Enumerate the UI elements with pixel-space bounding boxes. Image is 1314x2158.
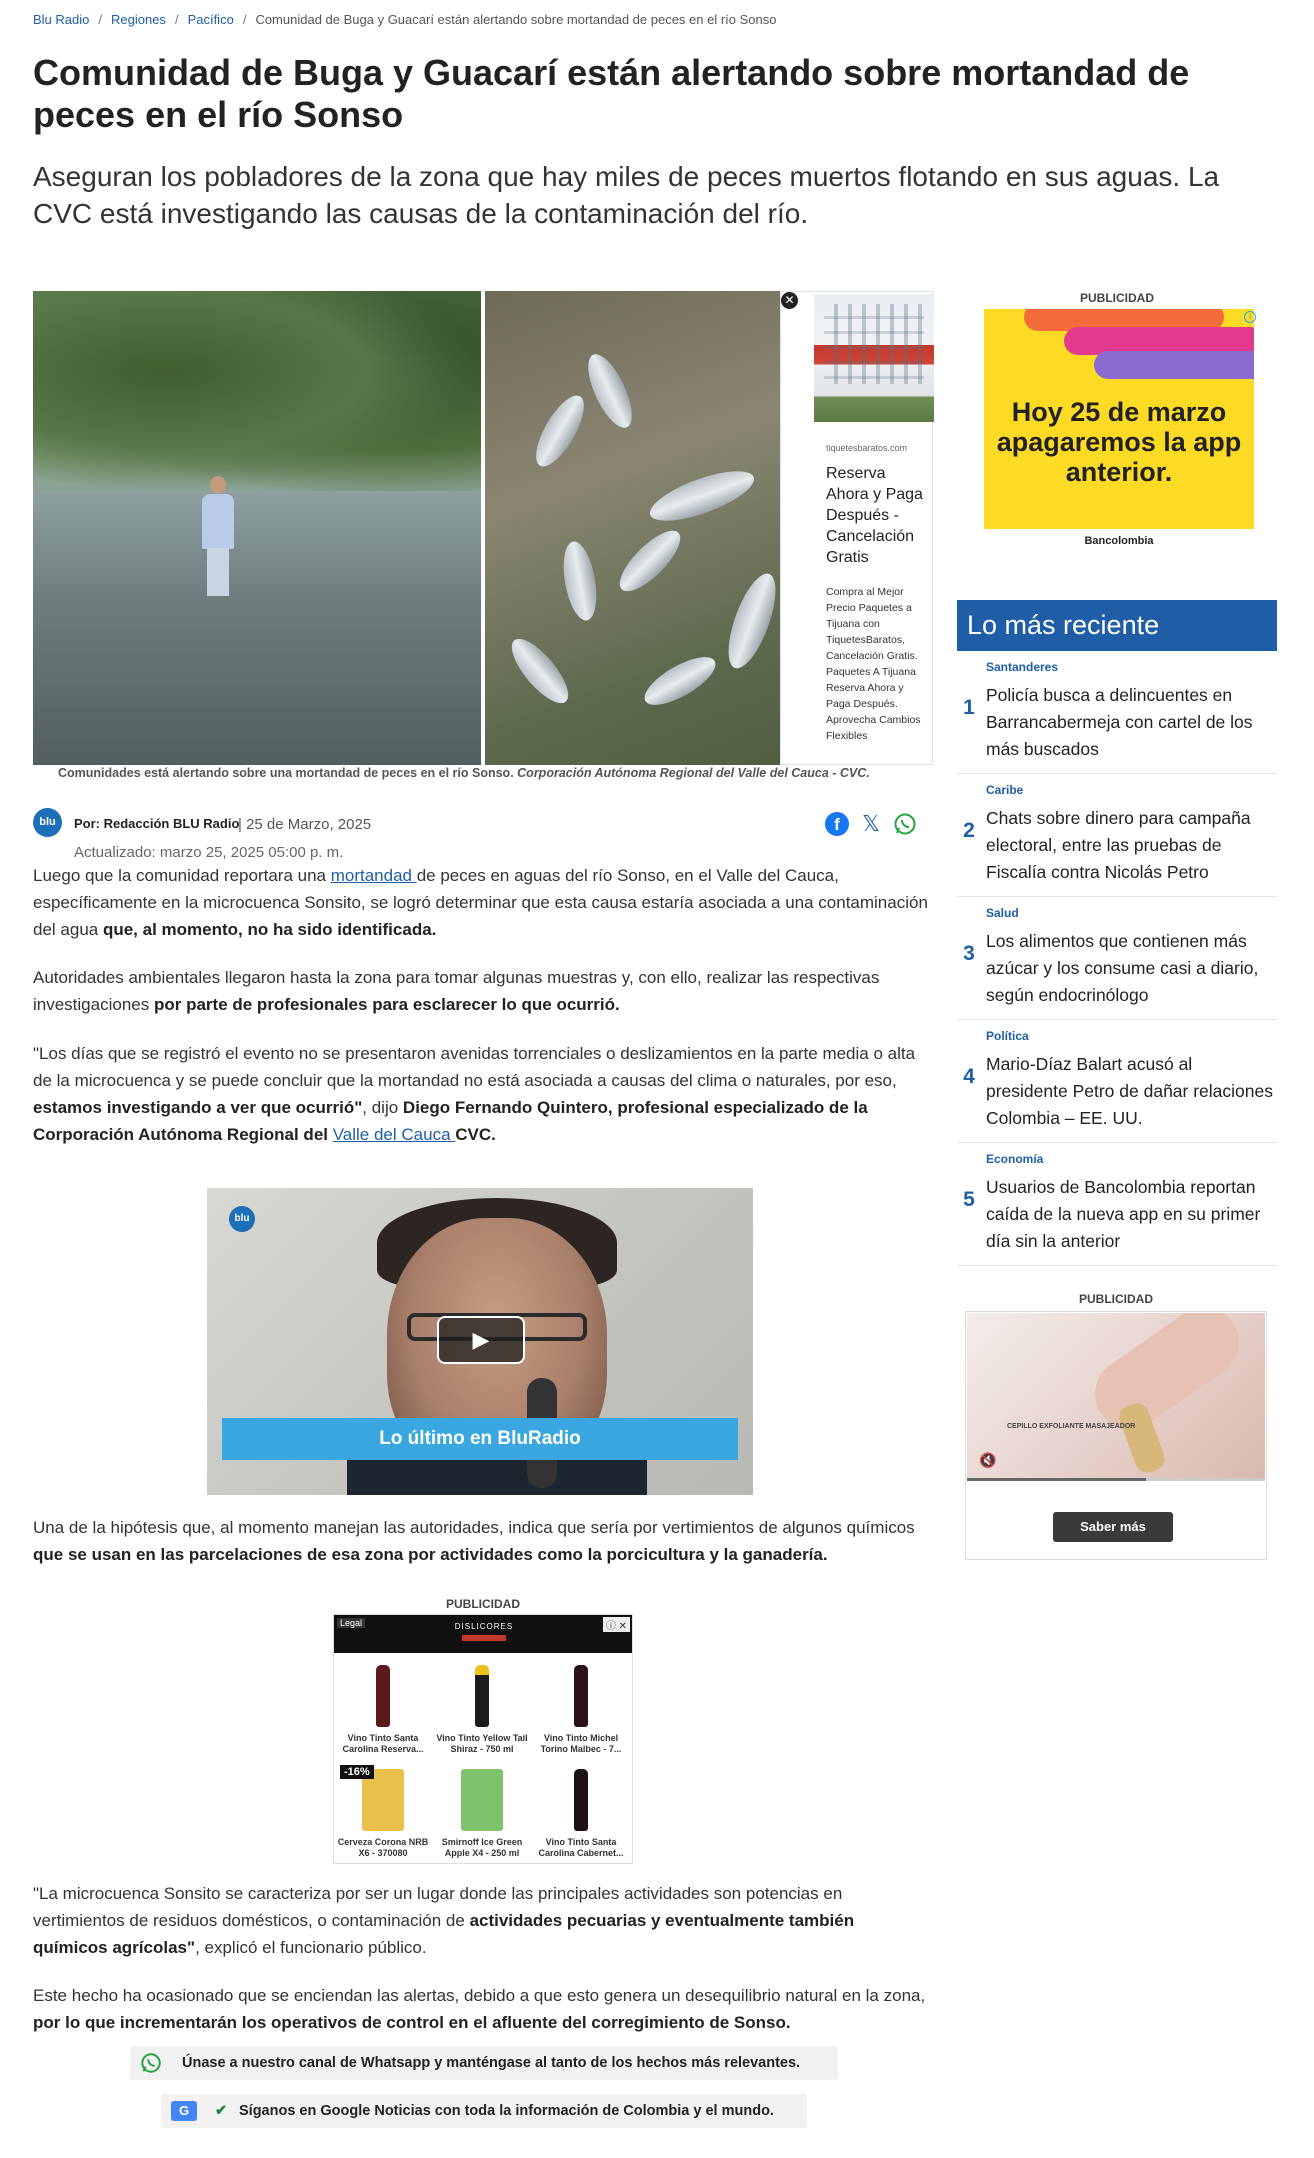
p5-bold: actividades pecuarias y eventualmente también químicos agrícolas" xyxy=(33,1911,855,1957)
p6-text: Este hecho ha ocasionado que se enciendan las alertas, debido a que esto genera un desequilibrio natural en la zona, xyxy=(33,1986,926,2005)
p3-bold-3: CVC. xyxy=(455,1125,496,1144)
byline xyxy=(33,808,933,861)
breadcrumb-pacifico[interactable]: Pacífico xyxy=(187,12,234,27)
recent-heading: Lo más reciente xyxy=(957,600,1277,651)
play-button[interactable]: ▶ xyxy=(437,1316,525,1364)
whatsapp-channel-banner[interactable] xyxy=(130,2046,838,2080)
x-share-icon[interactable]: 𝕏 xyxy=(862,811,880,836)
person-legs xyxy=(207,548,229,596)
p2-text: Autoridades ambientales llegaron hasta la zona para tomar algunas muestras y, con ello, realizar las respectivas investigaciones xyxy=(33,968,880,1014)
bancolombia-message: Hoy 25 de marzo apagaremos la app anterior. xyxy=(996,397,1242,487)
video-progress-bar[interactable] xyxy=(967,1478,1265,1481)
item-number: 5 xyxy=(963,1188,975,1211)
product-tile[interactable] xyxy=(433,1761,531,1861)
bancolombia-banner xyxy=(984,309,1254,529)
breadcrumb xyxy=(33,12,777,27)
person-in-river xyxy=(198,476,238,596)
wine-bottle-icon xyxy=(475,1665,489,1727)
p1-bold: que, al momento, no ha sido identificada. xyxy=(102,920,437,939)
stripe-shape xyxy=(1094,351,1254,379)
wine-bottle-icon xyxy=(574,1665,588,1727)
exfoliant-ad-box xyxy=(965,1311,1267,1560)
recent-item[interactable] xyxy=(957,897,1277,1020)
link-mortandad[interactable]: mortandad xyxy=(330,866,417,885)
fish-shape xyxy=(611,522,689,600)
trees-shape xyxy=(33,291,481,491)
blu-logo: blu xyxy=(33,808,62,837)
p3-bold-2: Diego Fernando Quintero, profesional especializado de la Corporación Autónoma Regional del xyxy=(33,1098,868,1144)
paragraph-6 xyxy=(33,1982,933,2036)
item-headline[interactable]: Usuarios de Bancolombia reportan caída de la nueva app en su primer día sin la anterior xyxy=(986,1177,1261,1251)
product-tile[interactable] xyxy=(532,1657,630,1757)
image-caption xyxy=(58,766,928,780)
caption-text: Comunidades está alertando sobre una mortandad de peces en el río Sonso. xyxy=(58,766,514,780)
p3-text-2: , dijo xyxy=(362,1098,403,1117)
recent-item[interactable] xyxy=(957,774,1277,897)
item-category[interactable]: Política xyxy=(986,1029,1029,1043)
product-name: Vino Tinto Yellow Tail Shiraz - 750 ml xyxy=(436,1733,528,1754)
product-tile[interactable] xyxy=(532,1761,630,1861)
check-icon: ✔ xyxy=(215,2103,228,2119)
breadcrumb-blu-radio[interactable]: Blu Radio xyxy=(33,12,90,27)
video-player[interactable] xyxy=(207,1188,753,1495)
p6-bold: por lo que incrementarán los operativos de control en el afluente del corregimiento de Sonso. xyxy=(33,2013,791,2032)
smirnoff-pack-icon xyxy=(461,1769,503,1831)
fish-shape xyxy=(719,568,785,674)
ad-label: PUBLICIDAD xyxy=(1079,1292,1153,1306)
fish-shape xyxy=(503,631,577,712)
product-tile[interactable] xyxy=(334,1761,432,1861)
product-tile[interactable] xyxy=(433,1657,531,1757)
item-headline[interactable]: Mario-Díaz Balart acusó al presidente Petro de dañar relaciones Colombia – EE. UU. xyxy=(986,1054,1273,1128)
blu-logo: blu xyxy=(229,1206,255,1232)
bancolombia-logo: Bancolombia xyxy=(1084,535,1154,547)
recent-item[interactable] xyxy=(957,651,1277,774)
paragraph-2 xyxy=(33,964,933,1018)
product-name: Vino Tinto Michel Torino Malbec - 7... xyxy=(540,1733,622,1754)
p4-text: Una de la hipótesis que, al momento manejan las autoridades, indica que sería por vertimientos de algunos químicos xyxy=(33,1518,915,1537)
person-shirt xyxy=(202,494,234,549)
p5-text-2: , explicó el funcionario público. xyxy=(195,1938,427,1957)
article-subtitle: Aseguran los pobladores de la zona que hay miles de peces muertos flotando en sus aguas. La CVC está investigando las causas de la contaminación del río. xyxy=(33,161,1220,229)
close-icon[interactable]: ✕ xyxy=(781,292,798,309)
mute-icon[interactable]: 🔇 xyxy=(979,1452,997,1468)
whatsapp-banner-text: Únase a nuestro canal de Whatsapp y manténgase al tanto de los hechos más relevantes. xyxy=(182,2055,801,2071)
p5-text: "La microcuenca Sonsito se caracteriza por ser un lugar donde las principales actividades son potencias en vertimientos de residuos domésticos, o contaminación de xyxy=(33,1884,843,1930)
sponsored-body: Compra al Mejor Precio Paquetes a Tijuana con TiquetesBaratos, Cancelación Gratis. Paquetes A Tijuana Reserva Ahora y Paga Después. Aprovecha Cambios Flexibles xyxy=(826,586,921,742)
video-banner[interactable]: Lo último en BluRadio xyxy=(222,1418,738,1460)
paragraph-5 xyxy=(33,1880,933,1961)
river-photo xyxy=(33,291,481,765)
item-category[interactable]: Salud xyxy=(986,906,1019,920)
dislicores-logo: DISLICORES xyxy=(454,1622,514,1631)
sponsored-domain: tiquetesbaratos.com xyxy=(826,443,908,453)
fish-shape xyxy=(580,348,641,433)
item-headline[interactable]: Chats sobre dinero para campaña electoral, entre las pruebas de Fiscalía contra Nicolás Petro xyxy=(986,808,1251,882)
liquor-ad-header xyxy=(334,1615,632,1653)
p3-text: "Los días que se registró el evento no se presentaron avenidas torrenciales o deslizamientos en la parte media o alta de la microcuenca y se puede concluir que la mortandad no está asociada a causas del clima o naturales, por eso, xyxy=(33,1044,916,1090)
whatsapp-share-icon[interactable] xyxy=(893,812,917,836)
breadcrumb-separator: / xyxy=(242,12,247,27)
product-name: Vino Tinto Santa Carolina Cabernet... xyxy=(538,1837,624,1858)
liquor-ad[interactable] xyxy=(333,1614,633,1864)
learn-more-button[interactable]: Saber más xyxy=(1053,1512,1173,1542)
person-head xyxy=(210,476,226,494)
sponsored-headline[interactable]: Reserva Ahora y Paga Después - Cancelación Gratis xyxy=(826,465,923,566)
article-title: Comunidad de Buga y Guacarí están alertando sobre mortandad de peces en el río Sonso xyxy=(33,52,1190,135)
fish-shape xyxy=(645,461,760,531)
link-valle-del-cauca[interactable]: Valle del Cauca xyxy=(332,1125,456,1144)
fish-shape xyxy=(527,389,593,473)
author[interactable]: Por: Redacción BLU Radio xyxy=(74,816,240,831)
sponsored-card[interactable] xyxy=(780,291,933,765)
legal-badge: Legal xyxy=(337,1618,365,1628)
item-number: 3 xyxy=(963,942,975,965)
google-news-banner[interactable] xyxy=(161,2094,807,2128)
item-number: 1 xyxy=(963,696,975,719)
item-category[interactable]: Economía xyxy=(986,1152,1044,1166)
paragraph-3 xyxy=(33,1040,933,1148)
ad-label: PUBLICIDAD xyxy=(446,1597,520,1611)
hotel-image xyxy=(814,294,934,422)
discount-badge: -16% xyxy=(340,1765,374,1779)
breadcrumb-current: Comunidad de Buga y Guacarí están alertando sobre mortandad de peces en el río Sonso xyxy=(255,12,777,27)
item-headline[interactable]: Policía busca a delincuentes en Barrancabermeja con cartel de los más buscados xyxy=(986,685,1253,759)
caption-credit: Corporación Autónoma Regional del Valle del Cauca - CVC. xyxy=(517,766,870,780)
recent-news-widget xyxy=(957,600,1277,1251)
product-name: Vino Tinto Santa Carolina Reserva... xyxy=(342,1733,424,1754)
updated-date: Actualizado: marzo 25, 2025 05:00 p. m. xyxy=(74,844,344,861)
facebook-share-icon[interactable]: f xyxy=(825,812,849,836)
wine-bottle-icon xyxy=(376,1665,390,1727)
p1-text-2: de peces en aguas del río Sonso, en el Valle del Cauca, específicamente en la microcuenca Sonsito, se logró determinar que esta causa estaría asociada a una contaminación del agua xyxy=(33,866,928,939)
exfoliant-video-ad[interactable] xyxy=(965,1292,1267,1560)
fish-shape xyxy=(558,539,601,623)
ad-label: PUBLICIDAD xyxy=(1080,291,1154,305)
p3-bold-1: estamos investigando a ver que ocurrió" xyxy=(33,1098,363,1117)
ad-choices-icon[interactable]: ⓘ ✕ xyxy=(603,1617,630,1632)
info-icon[interactable]: i xyxy=(1244,311,1256,323)
item-category[interactable]: Santanderes xyxy=(986,660,1059,674)
product-tile[interactable] xyxy=(334,1657,432,1757)
breadcrumb-regiones[interactable]: Regiones xyxy=(111,12,166,27)
breadcrumb-separator: / xyxy=(174,12,179,27)
exfoliant-photo xyxy=(967,1313,1265,1479)
p4-bold: que se usan en las parcelaciones de esa zona por actividades como la porcicultura y la ganadería. xyxy=(33,1545,828,1564)
video-progress-fill xyxy=(967,1478,1146,1481)
product-label: CEPILLO EXFOLIANTE MASAJEADOR xyxy=(1007,1423,1136,1430)
publish-date: | 25 de Marzo, 2025 xyxy=(238,816,372,833)
p1-text: Luego que la comunidad reportara una xyxy=(33,866,331,885)
fish-shape xyxy=(638,648,722,714)
paragraph-1 xyxy=(33,862,933,943)
bancolombia-ad[interactable] xyxy=(974,291,1260,555)
product-name: Smirnoff Ice Green Apple X4 - 250 ml xyxy=(441,1837,523,1858)
recent-item[interactable] xyxy=(957,1020,1277,1143)
product-name: Cerveza Corona NRB X6 - 370080 xyxy=(337,1837,429,1858)
paragraph-4 xyxy=(33,1514,933,1568)
wine-bottle-icon xyxy=(574,1769,588,1831)
google-banner-text: Síganos en Google Noticias con toda la información de Colombia y el mundo. xyxy=(239,2103,774,2119)
p2-bold: por parte de profesionales para esclarecer lo que ocurrió. xyxy=(153,995,620,1014)
google-news-icon: G xyxy=(171,2101,197,2121)
recent-item[interactable] xyxy=(957,1143,1277,1266)
whatsapp-icon xyxy=(140,2052,162,2087)
item-number: 4 xyxy=(963,1065,975,1088)
breadcrumb-separator: / xyxy=(98,12,102,27)
item-headline[interactable]: Los alimentos que contienen más azúcar y los consume casi a diario, según endocrinólogo xyxy=(986,931,1259,1005)
item-category[interactable]: Caribe xyxy=(986,783,1024,797)
water-shape xyxy=(33,491,481,765)
item-number: 2 xyxy=(963,819,975,842)
brand-bar xyxy=(462,1635,506,1641)
